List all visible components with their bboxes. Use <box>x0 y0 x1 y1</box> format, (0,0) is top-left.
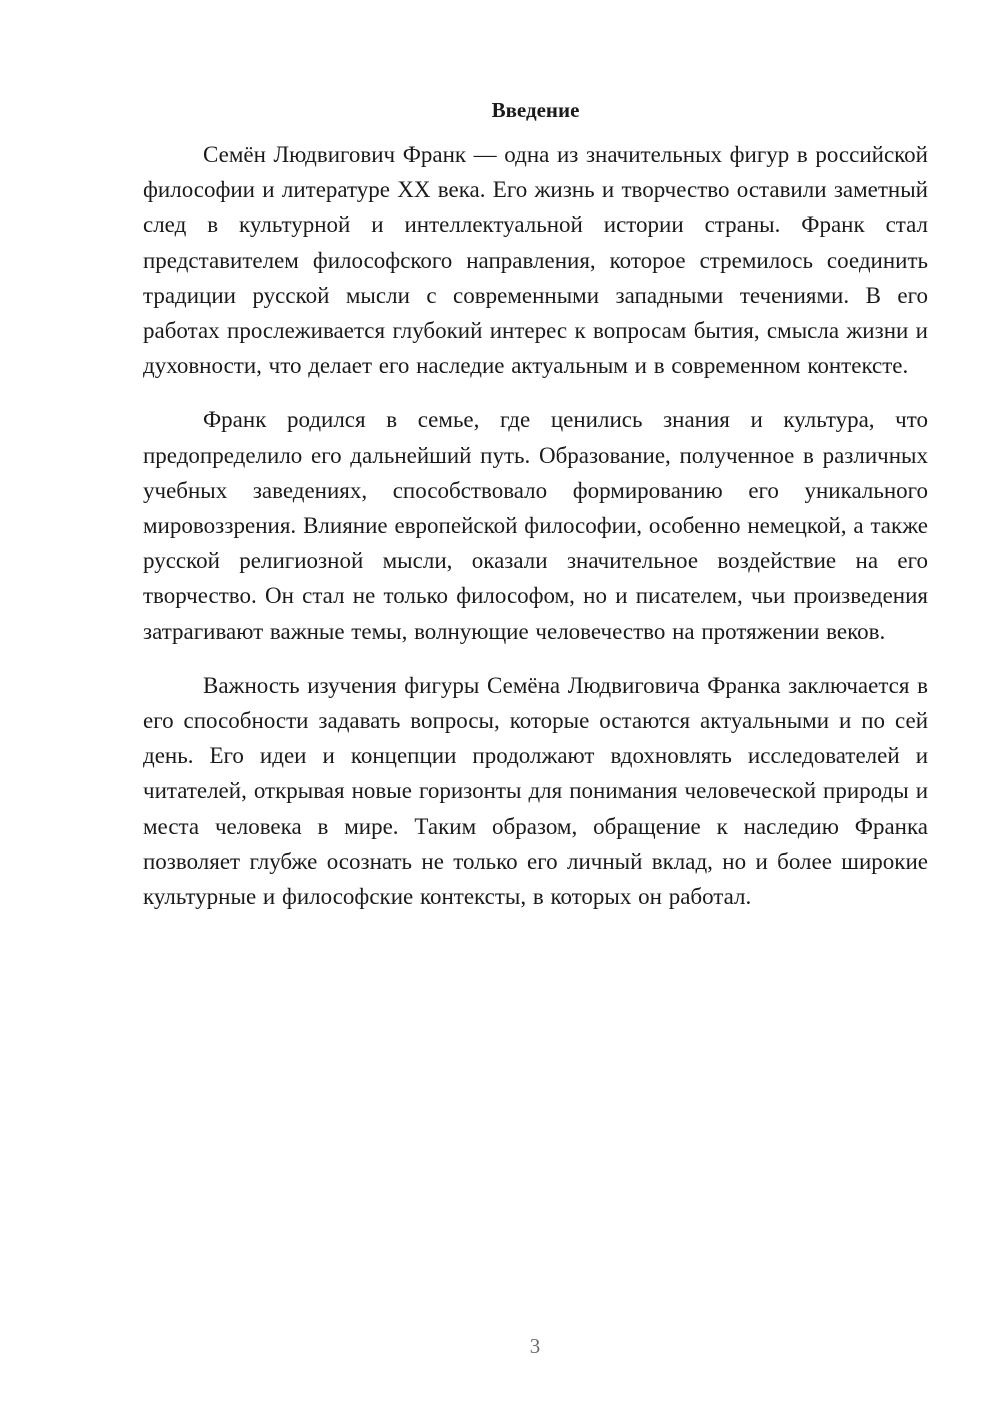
page-title: Введение <box>491 98 580 122</box>
paragraph-3: Важность изучения фигуры Семёна Людвиговича Франка заключается в его способности задавать вопросы, которые остаются актуальными и по сей день. Его идеи и концепции продолжают вдохновлять исследователей и читателей, открывая новые горизонты для понимания человеческой природы и места человека в мире. Таким образом, обращение к наследию Франка позволяет глубже осознать не только его личный вклад, но и более широкие культурные и философские контексты, в которых он работал. <box>143 672 928 910</box>
page-number: 3 <box>529 1334 541 1358</box>
page-content <box>143 95 928 933</box>
paragraph-2: Франк родился в семье, где ценились знания и культура, что предопределило его дальнейший путь. Образование, полученное в различных учебных заведениях, способствовало формированию его уникального мировоззрения. Влияние европейской философии, особенно немецкой, а также русской религиозной мысли, оказали значительное воздействие на его творчество. Он стал не только философом, но и писателем, чьи произведения затрагивают важные темы, волнующие человечество на протяжении веков. <box>143 407 928 644</box>
paragraph-1: Семён Людвигович Франк — одна из значительных фигур в российской философии и литературе XX века. Его жизнь и творчество оставили заметный след в культурной и интеллектуальной истории страны. Франк стал представителем философского направления, которое стремилось соединить традиции русской мысли с современными западными течениями. В его работах прослеживается глубокий интерес к вопросам бытия, смысла жизни и духовности, что делает его наследие актуальным и в современном контексте. <box>143 142 928 379</box>
